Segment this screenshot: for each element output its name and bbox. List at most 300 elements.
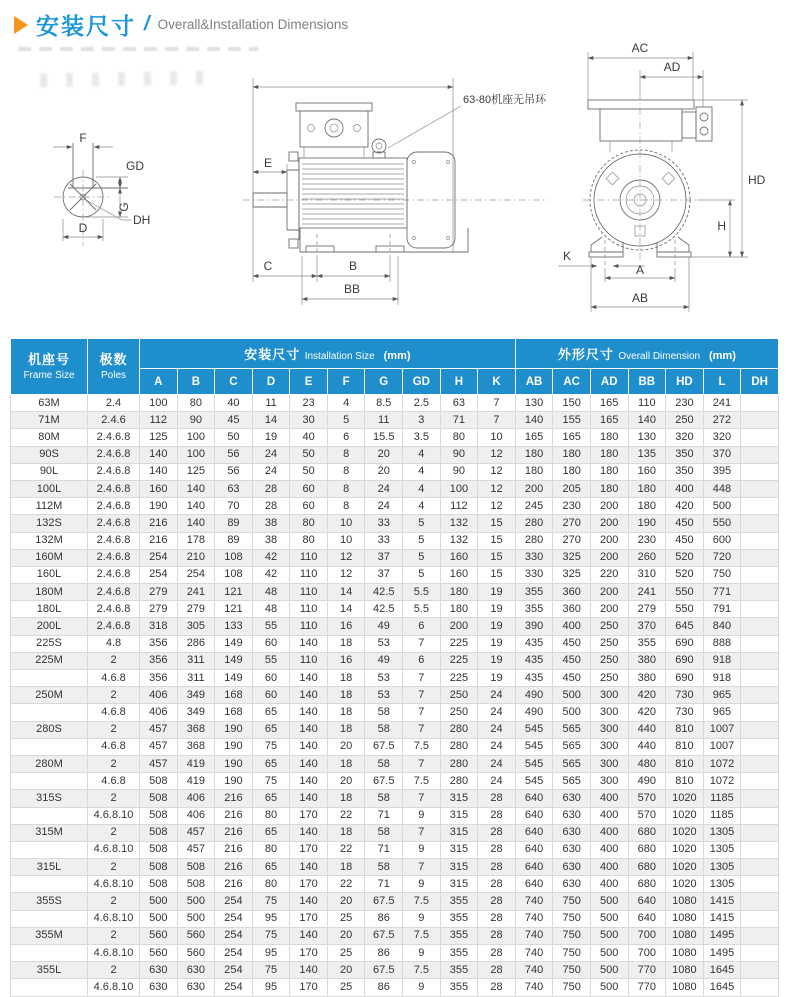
dimension-cell: 810 [666, 738, 704, 755]
dimension-cell: 1305 [703, 876, 741, 893]
dimension-cell: 368 [177, 721, 215, 738]
dimension-cell: 58 [365, 755, 403, 772]
dimension-cell: 500 [140, 910, 178, 927]
dimension-cell: 42.5 [365, 601, 403, 618]
table-row [11, 910, 779, 927]
table-row [11, 721, 779, 738]
dimension-cell: 216 [215, 824, 253, 841]
poles-cell: 4.6.8.10 [88, 876, 140, 893]
dimension-cell: 570 [628, 790, 666, 807]
dimension-cell: 71 [365, 807, 403, 824]
dimension-cell: 1185 [703, 807, 741, 824]
dimension-cell: 450 [553, 635, 591, 652]
dimension-cell: 310 [628, 566, 666, 583]
table-row [11, 979, 779, 996]
column-header-l: L [703, 369, 741, 395]
poles-cell: 2.4.6.8 [88, 618, 140, 635]
dimension-cell: 406 [177, 790, 215, 807]
dimension-cell: 279 [628, 601, 666, 618]
frame-size-cell [11, 910, 88, 927]
dimension-cell: 325 [553, 549, 591, 566]
frame-size-cell: 180M [11, 584, 88, 601]
dimension-cell: 18 [327, 755, 365, 772]
table-row [11, 584, 779, 601]
dimension-cell: 16 [327, 618, 365, 635]
dimension-cell: 56 [215, 446, 253, 463]
dimension-cell: 1415 [703, 893, 741, 910]
table-row [11, 515, 779, 532]
dimension-cell: 125 [140, 429, 178, 446]
dimension-cell: 7 [403, 859, 441, 876]
dimension-cell: 560 [177, 945, 215, 962]
dimension-cell: 216 [215, 876, 253, 893]
table-row [11, 841, 779, 858]
dimension-cell: 80 [177, 395, 215, 412]
dimension-cell: 279 [177, 601, 215, 618]
poles-cell: 2 [88, 687, 140, 704]
overall-dimension-group-header: 外形尺寸 Overall Dimension (mm) [515, 339, 778, 369]
dimension-cell: 18 [327, 687, 365, 704]
dimension-cell: 740 [515, 979, 553, 996]
dimension-cell [741, 704, 779, 721]
page-title-en: Overall&Installation Dimensions [157, 17, 349, 32]
technical-drawings [0, 0, 790, 332]
dimension-cell: 12 [327, 566, 365, 583]
dimension-cell: 349 [177, 687, 215, 704]
column-header-bb: BB [628, 369, 666, 395]
dimension-cell: 80 [252, 841, 290, 858]
dimension-cell: 270 [553, 532, 591, 549]
dimension-cell: 140 [177, 480, 215, 497]
dimension-cell: 42 [252, 549, 290, 566]
dimension-cell: 20 [327, 773, 365, 790]
dimension-cell: 42.5 [365, 584, 403, 601]
dimension-cell: 11 [365, 412, 403, 429]
dimension-cell: 65 [252, 790, 290, 807]
frame-size-cell: 315M [11, 824, 88, 841]
dimension-cell: 89 [215, 515, 253, 532]
dimension-cell: 48 [252, 601, 290, 618]
poles-cell: 2.4.6.8 [88, 429, 140, 446]
dimension-cell: 170 [290, 807, 328, 824]
dimension-cell: 5.5 [403, 601, 441, 618]
poles-cell: 4.6.8.10 [88, 979, 140, 996]
dimension-cell: 406 [140, 704, 178, 721]
dimension-cell [741, 584, 779, 601]
dim-label-e: E [263, 156, 273, 170]
dimension-cell: 550 [666, 601, 704, 618]
dimension-cell: 50 [290, 463, 328, 480]
dimension-cell: 245 [515, 498, 553, 515]
dimension-cell: 10 [478, 429, 516, 446]
dimension-cell: 9 [403, 979, 441, 996]
dimension-cell: 435 [515, 670, 553, 687]
dimension-cell: 200 [590, 584, 628, 601]
frame-size-column-header: 机座号 Frame Size [11, 339, 88, 395]
dimension-cell: 12 [478, 480, 516, 497]
dimension-cell: 1072 [703, 773, 741, 790]
table-row [11, 859, 779, 876]
dimension-cell: 28 [478, 893, 516, 910]
dimension-cell: 260 [628, 549, 666, 566]
dimension-cell: 140 [515, 412, 553, 429]
dimension-cell: 810 [666, 773, 704, 790]
dimension-cell: 305 [177, 618, 215, 635]
table-row [11, 790, 779, 807]
dimension-cell: 112 [440, 498, 478, 515]
dimension-cell: 508 [177, 859, 215, 876]
dimension-cell: 700 [628, 927, 666, 944]
dimension-cell: 1080 [666, 945, 704, 962]
poles-cell: 2.4.6.8 [88, 549, 140, 566]
frame-size-cell: 90L [11, 463, 88, 480]
dimension-cell: 370 [628, 618, 666, 635]
dimension-cell: 280 [440, 721, 478, 738]
dimension-cell: 400 [666, 480, 704, 497]
dimension-cell: 112 [140, 412, 178, 429]
poles-cell: 2.4.6.8 [88, 584, 140, 601]
dimension-cell: 7 [403, 721, 441, 738]
dimension-cell: 7 [478, 395, 516, 412]
dimension-cell: 133 [215, 618, 253, 635]
dimension-cell: 10 [327, 515, 365, 532]
frame-size-cell [11, 979, 88, 996]
dimension-cell: 24 [478, 704, 516, 721]
dimension-cell: 135 [628, 446, 666, 463]
dimension-cell: 355 [515, 601, 553, 618]
dimension-cell: 7 [403, 687, 441, 704]
dimension-cell: 28 [478, 824, 516, 841]
dimension-cell: 270 [553, 515, 591, 532]
table-row [11, 652, 779, 669]
dimension-cell: 750 [703, 566, 741, 583]
poles-cell: 2.4.6.8 [88, 498, 140, 515]
dimension-cell: 230 [666, 395, 704, 412]
dimension-cell: 28 [478, 910, 516, 927]
dimension-cell: 67.5 [365, 962, 403, 979]
dimension-cell: 508 [140, 773, 178, 790]
dimension-cell: 22 [327, 841, 365, 858]
dimension-cell: 216 [215, 790, 253, 807]
dimension-cell: 500 [590, 979, 628, 996]
dimension-cell: 86 [365, 945, 403, 962]
dimension-cell: 53 [365, 687, 403, 704]
dimension-cell: 7 [403, 824, 441, 841]
dimension-cell: 730 [666, 704, 704, 721]
dimension-cell: 380 [628, 652, 666, 669]
table-row [11, 480, 779, 497]
frame-size-cell: 280S [11, 721, 88, 738]
dimension-cell: 4 [403, 446, 441, 463]
dimension-cell: 4 [403, 480, 441, 497]
dimension-cell: 355 [628, 635, 666, 652]
dimension-cell: 840 [703, 618, 741, 635]
dimension-cell: 9 [403, 876, 441, 893]
dimension-cell: 254 [177, 566, 215, 583]
dimension-cell: 20 [365, 446, 403, 463]
poles-cell: 2 [88, 652, 140, 669]
dimension-cell: 420 [666, 498, 704, 515]
dimension-cell: 180 [628, 498, 666, 515]
dimension-cell [741, 773, 779, 790]
frame-size-cell: 132S [11, 515, 88, 532]
dimension-cell: 7.5 [403, 773, 441, 790]
dimension-cell: 165 [553, 429, 591, 446]
dimension-cell: 8 [327, 446, 365, 463]
dimension-cell [741, 652, 779, 669]
dimension-cell: 15.5 [365, 429, 403, 446]
table-row [11, 945, 779, 962]
dimension-cell: 918 [703, 670, 741, 687]
dimension-cell: 80 [290, 532, 328, 549]
dimension-cell: 1080 [666, 893, 704, 910]
dimension-cell: 690 [666, 635, 704, 652]
dimension-cell: 230 [553, 498, 591, 515]
dimension-cell: 4 [403, 463, 441, 480]
dimension-cell: 65 [252, 859, 290, 876]
dimension-cell: 67.5 [365, 893, 403, 910]
dimension-cell: 241 [628, 584, 666, 601]
dimension-cell: 108 [215, 549, 253, 566]
dimension-cell: 690 [666, 670, 704, 687]
dimension-cell: 121 [215, 584, 253, 601]
dimension-cell: 28 [478, 927, 516, 944]
dimension-cell: 500 [140, 893, 178, 910]
dimension-cell: 1080 [666, 910, 704, 927]
dimension-cell: 286 [177, 635, 215, 652]
dimension-cell: 28 [478, 859, 516, 876]
dimension-cell: 28 [478, 841, 516, 858]
dimension-cell: 80 [252, 807, 290, 824]
table-row [11, 807, 779, 824]
dimension-cell: 24 [478, 721, 516, 738]
dimension-cell: 24 [252, 446, 290, 463]
dimension-cell: 110 [628, 395, 666, 412]
dimension-cell: 254 [140, 549, 178, 566]
dimension-cell: 170 [290, 945, 328, 962]
frame-size-cell: 90S [11, 446, 88, 463]
dimension-cell: 140 [290, 790, 328, 807]
dimension-cell: 75 [252, 738, 290, 755]
dimension-cell: 9 [403, 910, 441, 927]
dimension-cell: 356 [140, 670, 178, 687]
dimension-cell: 315 [440, 824, 478, 841]
dimension-cell: 490 [628, 773, 666, 790]
dimension-cell: 58 [365, 859, 403, 876]
dimension-cell: 19 [478, 618, 516, 635]
dimension-cell: 58 [365, 790, 403, 807]
dimension-cell: 2.5 [403, 395, 441, 412]
dimension-cell: 100 [177, 446, 215, 463]
dimension-cell: 7 [403, 670, 441, 687]
dimension-cell: 440 [628, 721, 666, 738]
dimension-cell: 280 [440, 738, 478, 755]
dimension-cell: 435 [515, 652, 553, 669]
frame-size-cell: 315S [11, 790, 88, 807]
dimension-cell: 14 [327, 601, 365, 618]
dimension-cell: 132 [440, 532, 478, 549]
dimension-cell: 500 [703, 498, 741, 515]
dimension-cell: 200 [590, 515, 628, 532]
dimension-cell: 8.5 [365, 395, 403, 412]
dimension-cell: 180 [440, 601, 478, 618]
dimension-cell: 190 [628, 515, 666, 532]
dimension-cell: 90 [440, 463, 478, 480]
dim-label-h: H [717, 219, 726, 233]
dim-label-ad: AD [663, 60, 681, 74]
dimension-cell: 200 [590, 532, 628, 549]
dimension-cell: 14 [252, 412, 290, 429]
dimension-cell: 140 [290, 755, 328, 772]
dimension-cell: 6 [403, 652, 441, 669]
motor-front-view-drawing [558, 41, 766, 312]
dimension-cell: 520 [666, 566, 704, 583]
frame-size-cell: 132M [11, 532, 88, 549]
dimension-cell [741, 876, 779, 893]
dimension-cell: 86 [365, 979, 403, 996]
dimension-cell: 450 [553, 670, 591, 687]
dimension-cell [741, 859, 779, 876]
frame-size-cell: 63M [11, 395, 88, 412]
dimension-cell: 810 [666, 755, 704, 772]
dimension-cell: 250 [666, 412, 704, 429]
dim-label-ab: AB [631, 291, 649, 305]
dimension-cell: 18 [327, 704, 365, 721]
dimension-cell: 4 [403, 498, 441, 515]
dimension-cell: 38 [252, 515, 290, 532]
frame-size-cell: 250M [11, 687, 88, 704]
dimension-cell: 178 [177, 532, 215, 549]
dimension-cell: 200 [440, 618, 478, 635]
column-header-f: F [327, 369, 365, 395]
dimension-cell: 110 [290, 566, 328, 583]
dimension-cell: 565 [553, 773, 591, 790]
dimension-cell: 48 [252, 584, 290, 601]
dimension-cell: 457 [140, 738, 178, 755]
dimension-cell: 254 [140, 566, 178, 583]
dimension-cell [741, 893, 779, 910]
dimension-cell: 254 [215, 979, 253, 996]
dimension-cell: 406 [177, 807, 215, 824]
dimension-cell: 1007 [703, 721, 741, 738]
dimension-cell: 640 [515, 859, 553, 876]
poles-cell: 4.6.8.10 [88, 807, 140, 824]
dimension-cell [741, 790, 779, 807]
frame-size-cell: 315L [11, 859, 88, 876]
dim-label-d: D [78, 221, 88, 235]
dimension-cell: 680 [628, 824, 666, 841]
dimension-cell: 28 [252, 480, 290, 497]
dimension-cell: 71 [365, 876, 403, 893]
dimension-cell: 500 [590, 962, 628, 979]
dimension-cell: 19 [252, 429, 290, 446]
table-row [11, 429, 779, 446]
dimension-cell [741, 910, 779, 927]
dimension-cell: 108 [215, 566, 253, 583]
dimension-cell: 216 [140, 515, 178, 532]
dimension-cell: 25 [327, 910, 365, 927]
dimension-cell: 1020 [666, 824, 704, 841]
dimension-cell: 356 [140, 635, 178, 652]
poles-cell: 4.6.8 [88, 704, 140, 721]
dimension-cell: 440 [628, 738, 666, 755]
dimension-cell: 570 [628, 807, 666, 824]
frame-size-cell [11, 841, 88, 858]
dimension-cell: 170 [290, 910, 328, 927]
dimension-cell: 250 [440, 687, 478, 704]
dimension-cell: 30 [290, 412, 328, 429]
dimension-cell: 500 [590, 927, 628, 944]
dimension-cell: 508 [140, 859, 178, 876]
poles-cell: 2 [88, 927, 140, 944]
dimension-cell: 130 [628, 429, 666, 446]
dimension-cell: 15 [478, 549, 516, 566]
dimension-cell: 419 [177, 755, 215, 772]
dimension-cell [741, 927, 779, 944]
dimension-cell: 888 [703, 635, 741, 652]
dimension-cell: 4 [327, 395, 365, 412]
poles-cell: 2 [88, 962, 140, 979]
dimension-cell: 18 [327, 670, 365, 687]
column-header-ad: AD [590, 369, 628, 395]
dimension-cell: 5 [403, 549, 441, 566]
dimension-cell: 42 [252, 566, 290, 583]
dimension-cell: 22 [327, 876, 365, 893]
dimension-cell: 355 [440, 927, 478, 944]
dimension-cell: 355 [440, 979, 478, 996]
dimension-cell [741, 670, 779, 687]
dimension-cell: 168 [215, 704, 253, 721]
dimension-cell: 216 [215, 807, 253, 824]
dimension-cell: 20 [327, 893, 365, 910]
dimension-cell: 7.5 [403, 893, 441, 910]
dimension-cell: 400 [590, 807, 628, 824]
dimension-cell: 40 [290, 429, 328, 446]
dimension-cell: 190 [140, 498, 178, 515]
dimension-cell: 9 [403, 841, 441, 858]
dimension-cell: 300 [590, 773, 628, 790]
dimension-cell: 750 [553, 979, 591, 996]
dimension-cell [741, 395, 779, 412]
dimension-cell: 254 [215, 893, 253, 910]
dimension-cell: 56 [215, 463, 253, 480]
dimension-cell: 16 [327, 652, 365, 669]
dimension-cell: 28 [478, 979, 516, 996]
table-row [11, 532, 779, 549]
table-row [11, 738, 779, 755]
dimension-cell: 55 [252, 652, 290, 669]
dimension-cell: 565 [553, 738, 591, 755]
dimension-cell: 750 [553, 910, 591, 927]
poles-cell: 2.4 [88, 395, 140, 412]
frame-size-cell [11, 945, 88, 962]
dimension-cell: 740 [515, 962, 553, 979]
dimension-cell: 140 [290, 687, 328, 704]
dimension-cell: 520 [666, 549, 704, 566]
dimension-cell: 24 [365, 498, 403, 515]
poles-cell: 2.4.6.8 [88, 532, 140, 549]
dimension-cell: 400 [553, 618, 591, 635]
dimension-cell: 95 [252, 945, 290, 962]
dimension-cell: 400 [590, 790, 628, 807]
poles-cell: 4.6.8.10 [88, 945, 140, 962]
dimension-cell: 508 [140, 841, 178, 858]
table-row [11, 618, 779, 635]
dimension-cell: 318 [140, 618, 178, 635]
dimension-cell: 170 [290, 876, 328, 893]
poles-cell: 2 [88, 790, 140, 807]
dimension-cell: 490 [515, 704, 553, 721]
